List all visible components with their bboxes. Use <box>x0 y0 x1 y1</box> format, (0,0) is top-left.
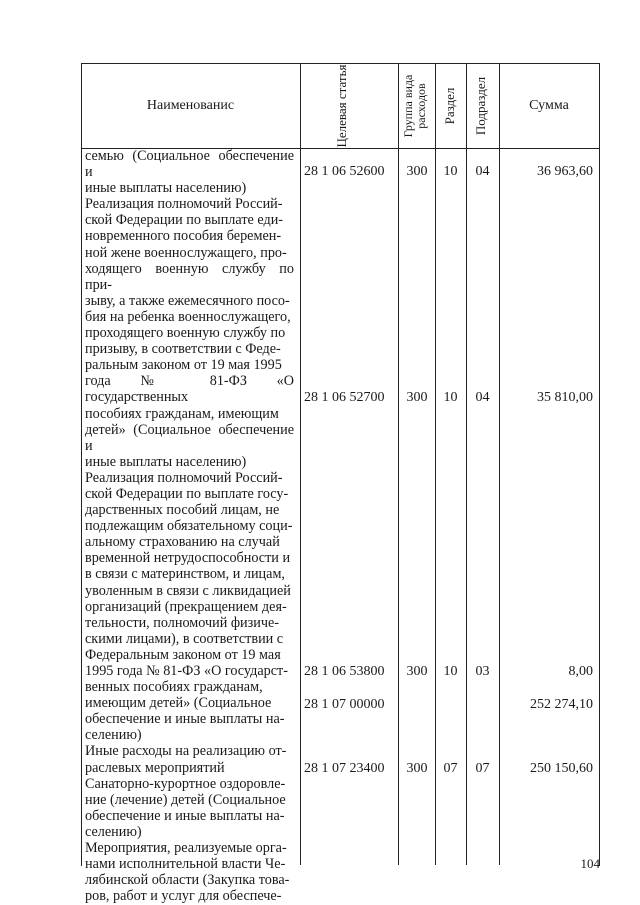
row-code: 28 1 07 00000 <box>304 697 385 712</box>
description-line: ской Федерации по выплате госу- <box>85 485 289 502</box>
description-line: обеспечение и иные выплаты на- <box>85 807 285 824</box>
row-expense-group: 300 <box>406 390 428 405</box>
description-line: 1995 года № 81-ФЗ «О государст- <box>85 663 288 679</box>
description-line: семью (Социальное обеспечение и <box>85 148 294 181</box>
description-line: призыву, в соответствии с Феде- <box>85 341 281 358</box>
description-line: ской Федерации по выплате еди- <box>85 212 284 229</box>
row-amount: 35 810,00 <box>537 390 593 405</box>
description-line: иные выплаты населению) <box>85 453 247 470</box>
description-line: Реализация полномочий Россий- <box>85 196 283 213</box>
row-subsection: 04 <box>475 164 490 179</box>
description-line: альному страхованию на случай <box>85 534 280 551</box>
row-amount: 252 274,10 <box>530 697 593 712</box>
description-line: пособиях гражданам, имеющим <box>85 405 279 422</box>
column-divider <box>300 63 301 865</box>
column-divider <box>435 63 436 865</box>
row-subsection: 03 <box>475 664 490 679</box>
description-column <box>85 148 294 904</box>
header-target-article: Целевая статья <box>334 64 349 148</box>
description-line: нами исполнительной власти Че- <box>85 856 286 873</box>
description-line: селению) <box>85 823 142 840</box>
description-line: уволенным в связи с ликвидацией <box>85 582 291 599</box>
description-line: скими лицами), в соответствии с <box>85 630 284 647</box>
row-expense-group: 300 <box>406 664 428 679</box>
description-line: ральным законом от 19 мая 1995 <box>85 357 282 374</box>
row-amount: 8,00 <box>568 664 593 679</box>
description-line: организаций (прекращением дея- <box>85 598 287 615</box>
row-code: 28 1 06 53800 <box>304 664 385 679</box>
row-section: 07 <box>443 761 458 776</box>
description-line: венных пособиях гражданам, <box>85 679 263 696</box>
description-line: новременного пособия беремен- <box>85 228 282 245</box>
column-divider <box>466 63 467 865</box>
column-divider <box>499 63 500 865</box>
description-line: Мероприятия, реализуемые орга- <box>85 840 287 857</box>
description-line: временной нетрудоспособности и <box>85 550 291 567</box>
description-line: Федеральным законом от 19 мая <box>85 646 281 663</box>
description-line: селению) <box>85 727 142 744</box>
row-subsection: 04 <box>475 390 490 405</box>
header-section: Раздел <box>442 87 457 125</box>
page-number: 104 <box>580 856 600 871</box>
description-line: ной жене военнослужащего, про- <box>85 244 287 261</box>
description-line: обеспечение и иные выплаты на- <box>85 711 285 728</box>
row-expense-group: 300 <box>406 761 428 776</box>
description-line: раслевых мероприятий <box>85 759 225 776</box>
row-code: 28 1 06 52700 <box>304 390 385 405</box>
description-line: Санаторно-курортное оздоровле- <box>85 775 286 792</box>
description-line: детей» (Социальное обеспечение и <box>85 421 294 454</box>
row-expense-group: 300 <box>406 164 428 179</box>
description-line: Реализация полномочий Россий- <box>85 469 283 486</box>
header-name: Наименованис <box>146 97 235 113</box>
description-line: в связи с материнством, и лицам, <box>85 566 285 583</box>
description-line: ров, работ и услуг для обеспече- <box>85 888 282 905</box>
description-line: иные выплаты населению) <box>85 180 247 197</box>
row-section: 10 <box>443 390 458 405</box>
row-code: 28 1 07 23400 <box>304 761 385 776</box>
description-line: дарственных пособий лицам, не <box>85 502 280 519</box>
description-line: бия на ребенка военнослужащего, <box>85 308 291 325</box>
description-line: ходящего военную службу по при- <box>85 260 294 293</box>
header-subsection: Подраздел <box>473 76 488 136</box>
description-line: тельности, полномочий физиче- <box>85 614 279 631</box>
description-line: проходящего военную службу по <box>85 325 286 342</box>
header-expense-group: Группа вида расходов <box>401 74 428 138</box>
description-line: лябинской области (Закупка това- <box>85 872 290 889</box>
row-section: 10 <box>443 164 458 179</box>
row-section: 10 <box>443 664 458 679</box>
header-amount: Сумма <box>529 97 569 113</box>
column-divider <box>398 63 399 865</box>
row-subsection: 07 <box>475 761 490 776</box>
description-line: года № 81-ФЗ «О государственных <box>85 373 294 406</box>
description-line: зыву, а также ежемесячного посо- <box>85 292 290 309</box>
description-line: имеющим детей» (Социальное <box>85 695 272 712</box>
description-line: подлежащим обязательному соци- <box>85 518 293 535</box>
row-amount: 250 150,60 <box>530 761 593 776</box>
row-code: 28 1 06 52600 <box>304 164 385 179</box>
description-line: Иные расходы на реализацию от- <box>85 743 287 760</box>
row-amount: 36 963,60 <box>537 164 593 179</box>
description-line: ние (лечение) детей (Социальное <box>85 791 286 808</box>
